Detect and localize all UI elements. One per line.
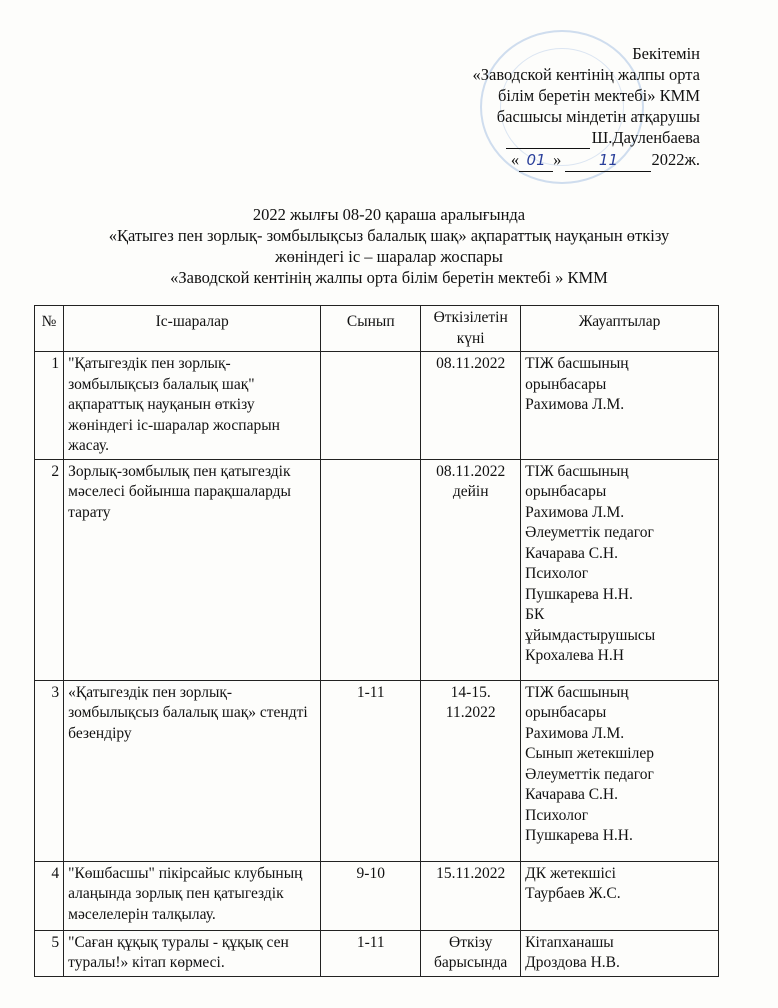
title-line-1: 2022 жылғы 08-20 қараша аралығында	[252, 205, 526, 224]
header-date: Өткізілетін күні	[421, 306, 521, 352]
row-date: Өткізу барысында	[421, 930, 521, 976]
signature-line	[400, 127, 700, 149]
approval-line-3: білім беретін мектебі» КММ	[498, 86, 700, 105]
table-row	[35, 352, 719, 460]
approval-block	[400, 43, 700, 172]
header-class: Сынып	[321, 306, 421, 352]
row-responsible: ДК жетекшісі Таурбаев Ж.С.	[521, 861, 719, 930]
approval-line-4: басшысы міндетін атқарушы	[496, 107, 700, 126]
row-no: 5	[35, 930, 64, 976]
date-day: 01	[519, 150, 553, 172]
row-no: 1	[35, 352, 64, 460]
row-activity: "Қатыгездік пен зорлық-зомбылықсыз балалық шақ" ақпараттық науқанын өткізу жөніндегі іс-шаралар жоспарын жасау.	[64, 352, 321, 460]
row-responsible: ТІЖ басшының орынбасары Рахимова Л.М.	[521, 352, 719, 460]
row-class: 1-11	[321, 930, 421, 976]
table-row	[35, 861, 719, 930]
header-responsible: Жауаптылар	[521, 306, 719, 352]
document-title	[0, 204, 778, 288]
table-row	[35, 459, 719, 680]
row-date: 15.11.2022	[421, 861, 521, 930]
date-month: 11	[565, 150, 651, 172]
row-class: 9-10	[321, 861, 421, 930]
row-activity: "Саған құқық туралы - құқық сен туралы!» кітап көрмесі.	[64, 930, 321, 976]
row-date: 08.11.2022 дейін	[421, 459, 521, 680]
row-activity: "Көшбасшы" пікірсайыс клубының алаңында зорлық пен қатыгездік мәселелерін талқылау.	[64, 861, 321, 930]
row-date: 14-15. 11.2022	[421, 680, 521, 861]
approval-line-2: «Заводской кентінің жалпы орта	[472, 65, 700, 84]
header-activity: Іс-шаралар	[64, 306, 321, 352]
row-class	[321, 352, 421, 460]
row-activity: «Қатыгездік пен зорлық-зомбылықсыз балалық шақ» стендті безендіру	[64, 680, 321, 861]
date-year: 2022ж.	[651, 150, 700, 169]
row-responsible: Кітапханашы Дроздова Н.В.	[521, 930, 719, 976]
row-activity: Зорлық-зомбылық пен қатыгездік мәселесі бойынша парақшаларды тарату	[64, 459, 321, 680]
approval-date: « 01 » 11 2022ж.	[400, 149, 700, 172]
approval-line-1: Бекітемін	[632, 44, 700, 63]
title-line-3: жөніндегі іс – шаралар жоспары	[275, 247, 503, 266]
signer-name: Ш.Дауленбаева	[591, 128, 700, 147]
activity-plan-table	[34, 305, 719, 977]
table-header-row	[35, 306, 719, 352]
row-date: 08.11.2022	[421, 352, 521, 460]
row-no: 3	[35, 680, 64, 861]
row-class	[321, 459, 421, 680]
row-no: 4	[35, 861, 64, 930]
table-row	[35, 680, 719, 861]
row-responsible: ТІЖ басшының орынбасары Рахимова Л.М. Сынып жетекшілер Әлеуметтік педагог Качарава С.Н. Психолог Пушкарева Н.Н.	[521, 680, 719, 861]
row-no: 2	[35, 459, 64, 680]
header-no: №	[35, 306, 64, 352]
row-class: 1-11	[321, 680, 421, 861]
title-line-4: «Заводской кентінің жалпы орта білім беретін мектебі » КММ	[170, 268, 608, 287]
signature	[506, 127, 590, 149]
table-row	[35, 930, 719, 976]
row-responsible: ТІЖ басшының орынбасары Рахимова Л.М. Әлеуметтік педагог Качарава С.Н. Психолог Пушкарева Н.Н. БК ұйымдастырушысы Крохалева Н.Н	[521, 459, 719, 680]
title-line-2: «Қатыгез пен зорлық- зомбылықсыз балалық шақ» ақпараттық науқанын өткізу	[108, 226, 670, 245]
